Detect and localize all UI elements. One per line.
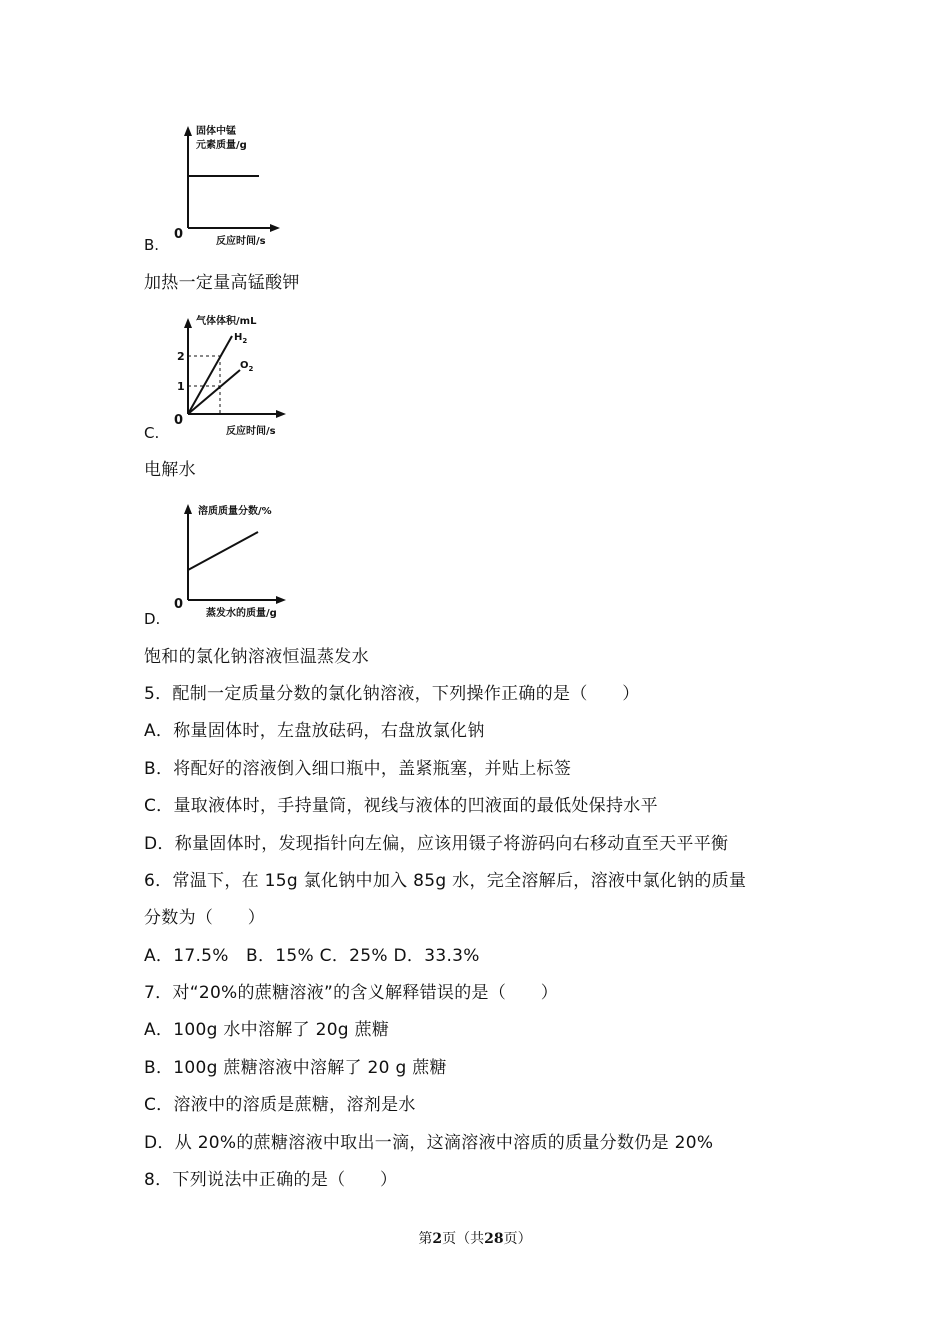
graph-c-electrolysis <box>170 308 300 440</box>
question-7-option-a: A．100g 水中溶解了 20g 蔗糖 <box>144 1020 390 1040</box>
graph-d-y-label: 溶质质量分数/% <box>198 506 272 517</box>
question-7-option-c: C．溶液中的溶质是蔗糖，溶剂是水 <box>144 1095 416 1115</box>
graph-b-x-label: 反应时间/s <box>216 236 266 247</box>
question-6-stem-line-1: 6．常温下，在 15g 氯化钠中加入 85g 水，完全溶解后，溶液中氯化钠的质量 <box>144 871 747 891</box>
question-7-option-b: B．100g 蔗糖溶液中溶解了 20 g 蔗糖 <box>144 1058 447 1078</box>
graph-b-origin: 0 <box>174 227 184 242</box>
footer-page-number: 2 <box>432 1231 443 1247</box>
graph-c-x-label: 反应时间/s <box>226 426 276 437</box>
question-5-option-d: D．称量固体时，发现指针向左偏，应该用镊子将游码向右移动直至天平平衡 <box>144 834 729 854</box>
graph-c-tick-2: 2 <box>177 350 185 363</box>
question-5-stem: 5．配制一定质量分数的氯化钠溶液，下列操作正确的是（ ） <box>144 684 640 704</box>
footer-prefix: 第 <box>418 1231 433 1247</box>
option-b-label: B. <box>144 236 160 254</box>
question-5-option-b: B．将配好的溶液倒入细口瓶中，盖紧瓶塞，并贴上标签 <box>144 759 572 779</box>
graph-d-y-arrow <box>184 504 192 514</box>
graph-c-h2-line <box>188 336 232 414</box>
graph-c-o2-label: $O_2$ <box>240 360 254 373</box>
option-d-label: D. <box>144 610 161 628</box>
graph-c-x-arrow <box>276 410 286 418</box>
graph-c-o2-line <box>188 370 240 414</box>
graph-c-tick-1: 1 <box>177 380 185 393</box>
graph-d-x-label: 蒸发水的质量/g <box>206 608 277 619</box>
graph-d-data-line <box>188 532 258 570</box>
graph-b-x-arrow <box>270 224 280 232</box>
graph-b-manganese-mass <box>170 120 290 248</box>
graph-b-y-label-1: 固体中锰 <box>196 126 236 137</box>
question-5-option-c: C．量取液体时，手持量筒，视线与液体的凹液面的最低处保持水平 <box>144 796 658 816</box>
graph-c-h2-label: $H_2$ <box>234 332 248 345</box>
graph-c-y-arrow <box>184 318 192 328</box>
graph-c-origin: 0 <box>174 413 184 428</box>
page-footer <box>0 1228 950 1248</box>
graph-b-y-arrow <box>184 126 192 136</box>
graph-d-caption: 饱和的氯化钠溶液恒温蒸发水 <box>144 647 369 667</box>
question-7-option-d: D．从 20%的蔗糖溶液中取出一滴，这滴溶液中溶质的质量分数仍是 20% <box>144 1133 714 1153</box>
footer-total-pages: 28 <box>484 1231 504 1247</box>
graph-d-x-arrow <box>276 596 286 604</box>
question-5-option-a: A．称量固体时，左盘放砝码，右盘放氯化钠 <box>144 721 485 741</box>
footer-mid: 页（共 <box>442 1231 485 1247</box>
option-c-label: C. <box>144 424 160 442</box>
graph-c-caption: 电解水 <box>144 460 196 480</box>
graph-b-y-label-2: 元素质量/g <box>196 140 247 151</box>
question-7-stem: 7．对“20%的蔗糖溶液”的含义解释错误的是（ ） <box>144 983 559 1003</box>
graph-b-caption: 加热一定量高锰酸钾 <box>144 273 300 293</box>
graph-d-origin: 0 <box>174 597 184 612</box>
question-8-stem: 8．下列说法中正确的是（ ） <box>144 1170 398 1190</box>
graph-c-y-label: 气体体积/mL <box>196 316 257 327</box>
question-6-stem-line-2: 分数为（ ） <box>144 908 266 928</box>
footer-suffix: 页） <box>503 1231 532 1247</box>
graph-d-solute-fraction <box>170 496 310 624</box>
question-6-options: A．17.5% B．15% C．25% D．33.3% <box>144 946 480 966</box>
